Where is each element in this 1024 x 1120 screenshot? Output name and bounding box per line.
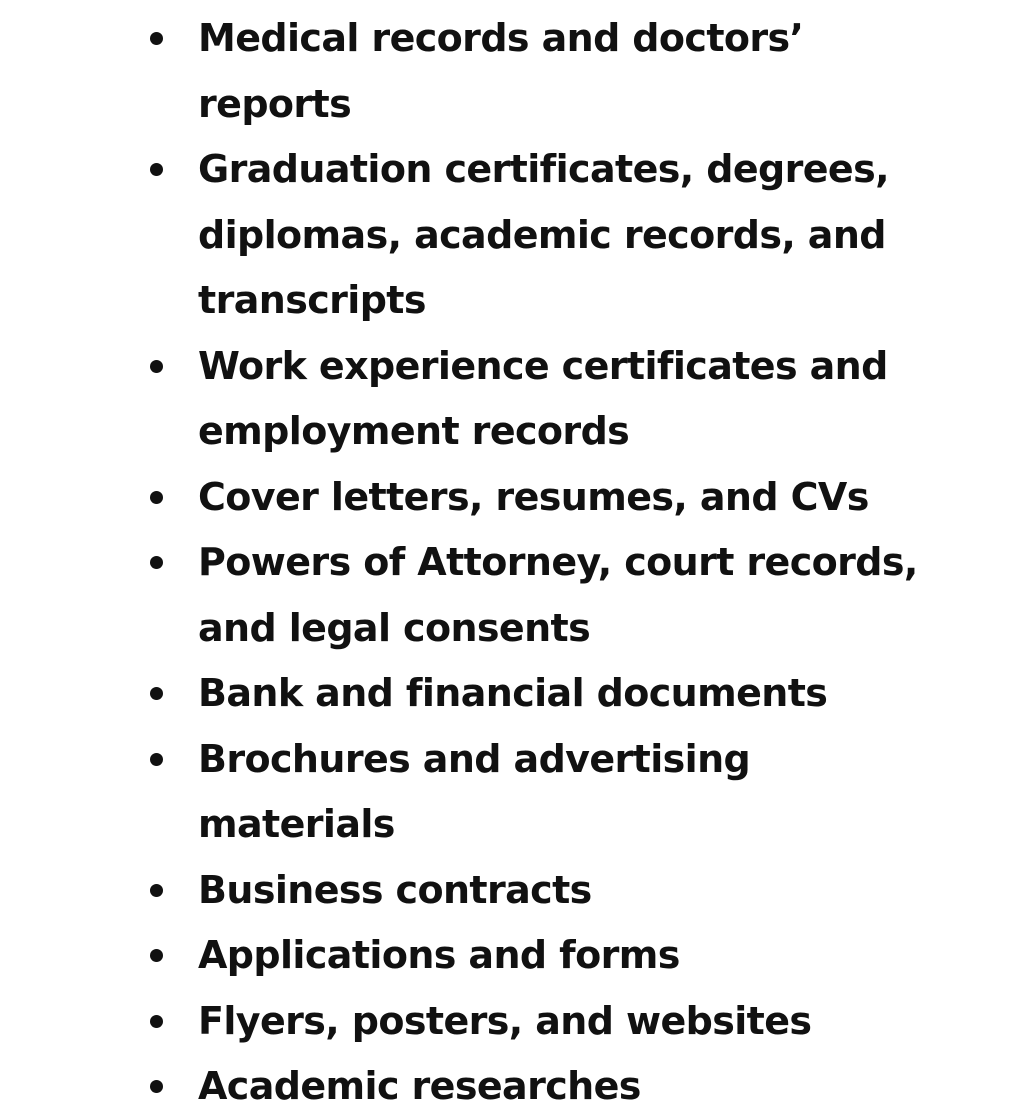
bullet-icon: [150, 753, 163, 766]
bullet-icon: [150, 949, 163, 962]
document-body: [0, 6, 1024, 1120]
list-item-text: Cover letters, resumes, and CVs: [198, 474, 869, 519]
list-item-text: Bank and financial documents: [198, 671, 828, 715]
list-item: [150, 989, 918, 1055]
list-item-text: Powers of Attorney, court records, and legal consents: [198, 540, 918, 650]
list-item-text: Medical records and doctors’ reports: [198, 16, 804, 126]
bullet-icon: [150, 884, 163, 897]
bullet-icon: [150, 556, 163, 569]
bullet-icon: [150, 1015, 163, 1028]
bullet-icon: [150, 687, 163, 700]
list-item: [150, 1054, 918, 1120]
bullet-icon: [150, 1080, 163, 1093]
bullet-icon: [150, 491, 163, 504]
bullet-icon: [150, 163, 163, 176]
list-item-text: Brochures and advertising materials: [198, 736, 751, 846]
list-item-text: Business contracts: [198, 867, 592, 912]
list-item: [150, 661, 918, 727]
list-item-text: Graduation certificates, degrees, diplomas, academic records, and transcripts: [198, 147, 889, 322]
document-types-list: [0, 6, 1024, 1120]
list-item-text: Flyers, posters, and websites: [198, 998, 812, 1043]
list-item: [150, 137, 918, 334]
list-item-text: Academic researches: [198, 1064, 641, 1108]
list-item: [150, 923, 918, 989]
list-item: [150, 465, 918, 531]
list-item: [150, 530, 918, 661]
list-item: [150, 727, 918, 858]
bullet-icon: [150, 32, 163, 45]
list-item: [150, 6, 918, 137]
bullet-icon: [150, 360, 163, 373]
list-item-text: Work experience certificates and employment records: [198, 343, 888, 453]
list-item: [150, 334, 918, 465]
list-item-text: Applications and forms: [198, 933, 680, 977]
list-item: [150, 858, 918, 924]
